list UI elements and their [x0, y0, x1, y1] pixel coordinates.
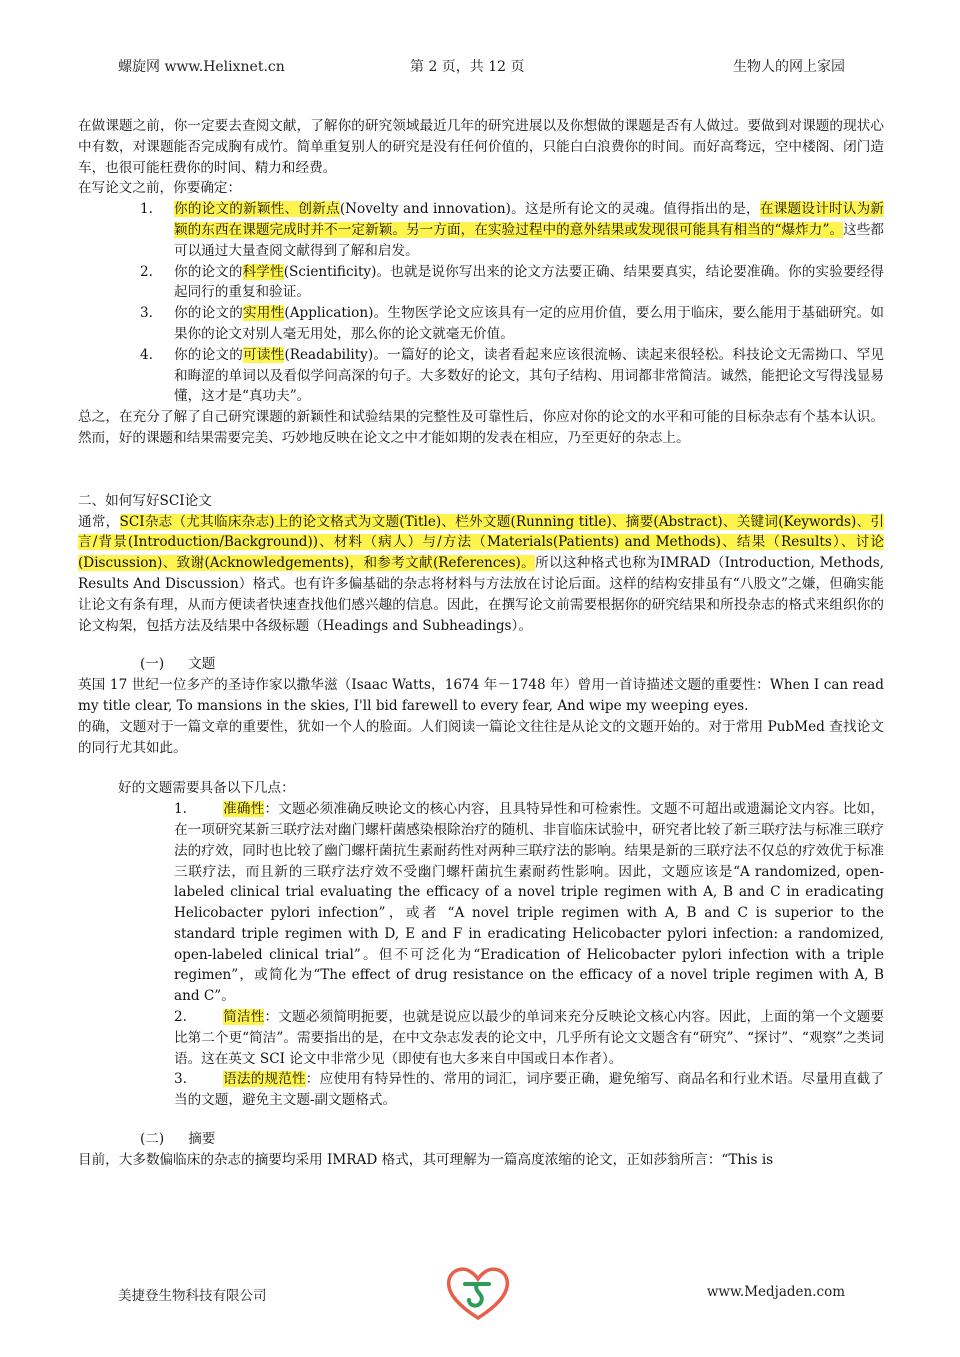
highlight: 简洁性: [222, 1009, 265, 1026]
highlight: 你的论文的新颖性、创新点: [174, 201, 340, 218]
intro-paragraph: 在做课题之前，你一定要去查阅文献，了解你的研究领域最近几年的研究进展以及你想做的课题是否有人做过。要做到对课题的现状心中有数，对课题能否完成胸有成竹。简单重复别人的研究是没有任何价值的，只能白白浪费你的时间。而好高骛远，空中楼阁、闭门造车，也很可能枉费你的时间、精力和经费。: [78, 118, 884, 176]
subsection-heading: (二) 摘要: [140, 1131, 216, 1148]
summary-paragraph: 总之，在充分了解了自己研究课题的新颖性和试验结果的完整性及可靠性后，你应对你的论文的水平和可能的目标杂志有个基本认识。然而，好的课题和结果需要完美、巧妙地反映在论文之中才能如期的发表在相应，乃至更好的杂志上。: [78, 409, 884, 446]
good-title-list: [78, 799, 884, 1111]
document-body: [78, 116, 884, 1171]
header-page-number: 第 2 页，共 12 页: [410, 59, 525, 75]
highlight: 科学性: [242, 263, 284, 280]
good-title-lead: 好的文题需要具备以下几点：: [118, 780, 295, 797]
highlight: SCI杂志（尤其临床杂志)上的论文格式为文题(Title)、栏外文题(Running title)、摘要(Abstract)、关键词(Keywords)、引言/背景(Introduction/Background))、材料（病人）与/方法（Materials(Patients) and Methods)、结果（Results）、讨论(Discussion)、致谢(Acknowledgements)，和参考文献(References)。: [78, 513, 884, 572]
list-number: 4.: [140, 346, 153, 363]
poem-paragraph: 英国 17 世纪一位多产的圣诗作家以撒华滋（Isaac Watts，1674 年－1748 年）曾用一首诗描述文题的重要性：When I can read my title clear, To mansions in the skies, I'll bid farewell to every fear, And wipe my weeping eyes.: [78, 677, 884, 714]
highlight: 实用性: [243, 305, 285, 322]
header-site: 螺旋网 www.Helixnet.cn: [118, 59, 285, 75]
page-footer: [118, 1284, 845, 1308]
list-number: 3.: [174, 1071, 187, 1088]
abstract-paragraph: 目前，大多数偏临床的杂志的摘要均采用 IMRAD 格式，其可理解为一篇高度浓缩的论文，正如莎翁所言：“This is: [78, 1151, 774, 1168]
requirements-list: [78, 199, 884, 407]
list-item: 1. 准确性：文题必须准确反映论文的核心内容，且具特异性和可检索性。文题不可超出或遗漏论文内容。比如，在一项研究某新三联疗法对幽门螺杆菌感染根除治疗的随机、非盲临床试验中，研究者比较了新三联疗法与标准三联疗法的疗效，同时也比较了幽门螺杆菌抗生素耐药性对两种三联疗法的影响。结果是新的三联疗法不仅总的疗效优于标准三联疗法，而且新的三联疗法疗效不受幽门螺杆菌抗生素耐药性影响。因此，文题应该是“A randomized, open-labeled clinical trial evaluating the efficacy of a novel triple regimen with A, B and C in eradicating Helicobacter pylori infection”，或者 “A novel triple regimen with A, B and C is superior to the standard triple regimen with D, E and F in eradicating Helicobacter pylori infection: a randomized, open-labeled clinical trial”。但不可泛化为“Eradication of Helicobacter pylori infection with a triple regimen”，或简化为“The effect of drug resistance on the efficacy of a novel triple regimen with A, B and C”。: [174, 801, 885, 1005]
highlight: 准确性: [222, 801, 265, 818]
footer-company: 美捷登生物科技有限公司: [118, 1288, 267, 1304]
title-importance-paragraph: 的确，文题对于一篇文章的重要性，犹如一个人的脸面。人们阅读一篇论文往往是从论文的文题开始的。对于常用 PubMed 查找论文的同行尤其如此。: [78, 718, 884, 756]
footer-website: www.Medjaden.com: [706, 1284, 845, 1300]
list-number: 2.: [140, 263, 153, 280]
list-item: 4. 你的论文的可读性(Readability)。一篇好的论文，读者看起来应该很流畅、读起来很轻松。科技论文无需拗口、罕见和晦涩的单词以及看似学问高深的句子。大多数好的论文，其句子结构、用词都非常简洁。诚然，能把论文写得浅显易懂，这才是“真功夫”。: [140, 346, 885, 405]
list-item: 2. 简洁性：文题必须简明扼要，也就是说应以最少的单词来充分反映论文核心内容。因此，上面的第一个文题要比第二个更“简洁”。需要指出的是，在中文杂志发表的论文中，几乎所有论文文题含有“研究”、“探讨”、“观察”之类词语。这在英文 SCI 论文中非常少见（即使有也大多来自中国或日本作者）。: [174, 1009, 885, 1067]
highlight: 可读性: [243, 346, 285, 363]
list-item: 3. 语法的规范性：应使用有特异性的、常用的词汇，词序要正确，避免缩写、商品名和行业术语。尽量用直截了当的文题，避免主文题-副文题格式。: [174, 1071, 885, 1109]
list-item: 2. 你的论文的科学性(Scientificity)。也就是说你写出来的论文方法要正确、结果要真实，结论要准确。你的实验要经得起同行的重复和验证。: [140, 263, 884, 301]
highlight: 在课题设计时认为新颖的东西在课题完成时并不一定新颖。另一方面，在实验过程中的意外结果或发现很可能具有相当的“爆炸力”。: [174, 201, 885, 238]
section-paragraph: 通常，SCI杂志（尤其临床杂志)上的论文格式为文题(Title)、栏外文题(Running title)、摘要(Abstract)、关键词(Keywords)、引言/背景(Introduction/Background))、材料（病人）与/方法（Materials(Patients) and Methods)、结果（Results）、讨论(Discussion)、致谢(Acknowledgements)，和参考文献(References)。所以这种格式也称为IMRAD（Introduction, Methods, Results And Discussion）格式。也有许多偏基础的杂志将材料与方法放在讨论后面。这样的结构安排虽有“八股文”之嫌，但确实能让论文有条有理，从而方便读者快速查找他们感兴趣的信息。因此，在撰写论文前需要根据你的研究结果和所投杂志的格式来组织你的论文构架，包括方法及结果中各级标题（Headings and Subheadings）。: [78, 513, 884, 634]
section-heading: 二、如何写好SCI论文: [78, 492, 212, 509]
page-header: [118, 56, 845, 78]
list-number: 1.: [140, 201, 153, 218]
list-number: 3.: [140, 305, 153, 322]
list-number: 2.: [174, 1009, 187, 1026]
list-item: 1. 你的论文的新颖性、创新点(Novelty and innovation)。这是所有论文的灵魂。值得指出的是，在课题设计时认为新颖的东西在课题完成时并不一定新颖。另一方面，在实验过程中的意外结果或发现很可能具有相当的“爆炸力”。这些都可以通过大量查阅文献得到了解和启发。: [140, 201, 885, 259]
header-slogan: 生物人的网上家园: [733, 59, 845, 75]
subsection-heading: (一) 文题: [140, 656, 216, 673]
list-number: 1.: [174, 801, 187, 818]
intro-lead: 在写论文之前，你要确定：: [78, 180, 242, 197]
highlight: 语法的规范性: [222, 1071, 306, 1088]
list-item: 3. 你的论文的实用性(Application)。生物医学论文应该具有一定的应用价值，要么用于临床，要么能用于基础研究。如果你的论文对别人毫无用处，那么你的论文就毫无价值。: [140, 305, 884, 342]
